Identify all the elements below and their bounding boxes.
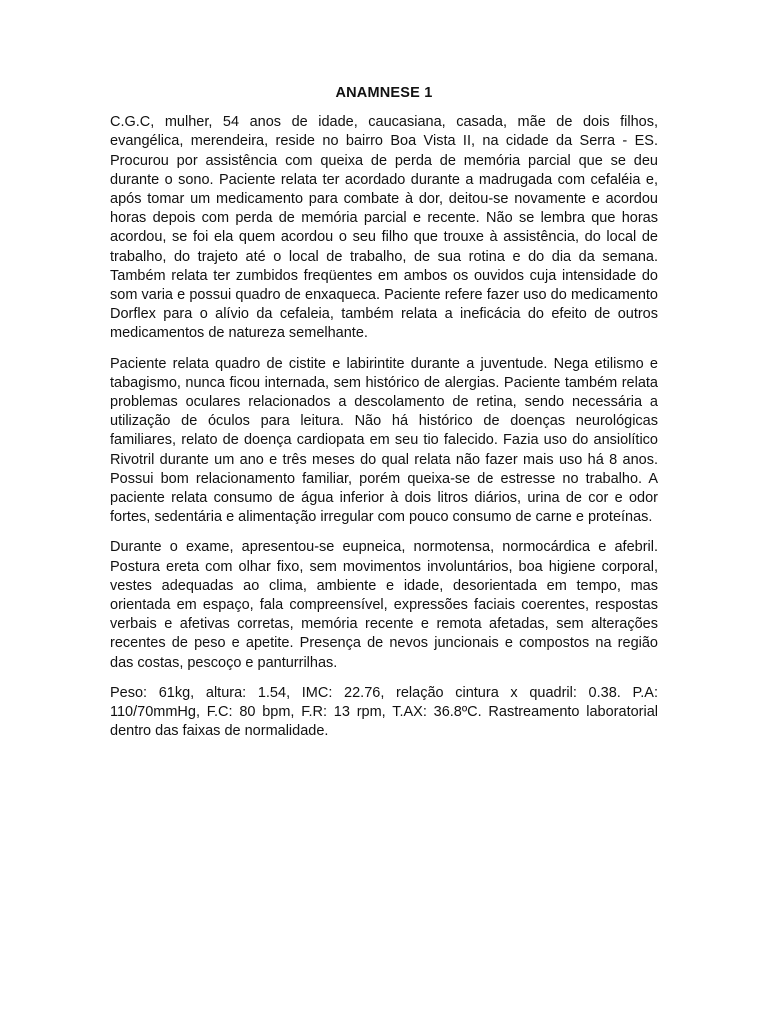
paragraph-history: Paciente relata quadro de cistite e labirintite durante a juventude. Nega etilismo e tabagismo, nunca ficou internada, sem histórico de alergias. Paciente também relata problemas oculares relacionados a descolamento de retina, sendo necessária a utilização de óculos para leitura. Não há histórico de doenças neurológicas familiares, relato de doença cardiopata em seu tio falecido. Fazia uso do ansiolítico Rivotril durante um ano e três meses do qual relata não fazer mais uso há 8 anos. Possui bom relacionamento familiar, porém queixa-se de estresse no trabalho. A paciente relata consumo de água inferior à dois litros diários, urina de cor e odor fortes, sedentária e alimentação irregular com pouco consumo de carne e proteínas. <box>110 355 658 526</box>
document-title: ANAMNESE 1 <box>335 85 433 101</box>
paragraph-identification: C.G.C, mulher, 54 anos de idade, caucasiana, casada, mãe de dois filhos, evangélica, merendeira, reside no bairro Boa Vista II, na cidade da Serra - ES. Procurou por assistência com queixa de perda de memória parcial que se deu durante o sono. Paciente relata ter acordado durante a madrugada com cefaléia e, após tomar um medicamento para combate à dor, deitou-se novamente e acordou horas depois com perda de memória parcial e recente. Não se lembra que horas acordou, se foi ela quem acordou o seu filho que trouxe à assistência, do local de trabalho, do trajeto até o local de trabalho, de sua rotina e do dia da semana. Também relata ter zumbidos freqüentes em ambos os ouvidos cuja intensidade do som varia e possui quadro de enxaqueca. Paciente refere fazer uso do medicamento Dorflex para o alívio da cefaleia, também relata a ineficácia do efeito de outros medicamentos de natureza semelhante. <box>110 114 658 342</box>
paragraph-exam: Durante o exame, apresentou-se eupneica, normotensa, normocárdica e afebril. Postura ereta com olhar fixo, sem movimentos involuntários, boa higiene corporal, vestes adequadas ao clima, ambiente e idade, desorientada em tempo, mas orientada em espaço, fala compreensível, expressões faciais coerentes, respostas verbais e afetivas corretas, memória recente e remota afetadas, sem alterações recentes de peso e apetite. Presença de nevos juncionais e compostos na região das costas, pescoço e panturrilhas. <box>110 539 658 671</box>
document-page <box>110 84 658 753</box>
paragraph-vitals: Peso: 61kg, altura: 1.54, IMC: 22.76, relação cintura x quadril: 0.38. P.A: 110/70mmHg, F.C: 80 bpm, F.R: 13 rpm, T.AX: 36.8ºC. Rastreamento laboratorial dentro das faixas de normalidade. <box>110 684 658 740</box>
